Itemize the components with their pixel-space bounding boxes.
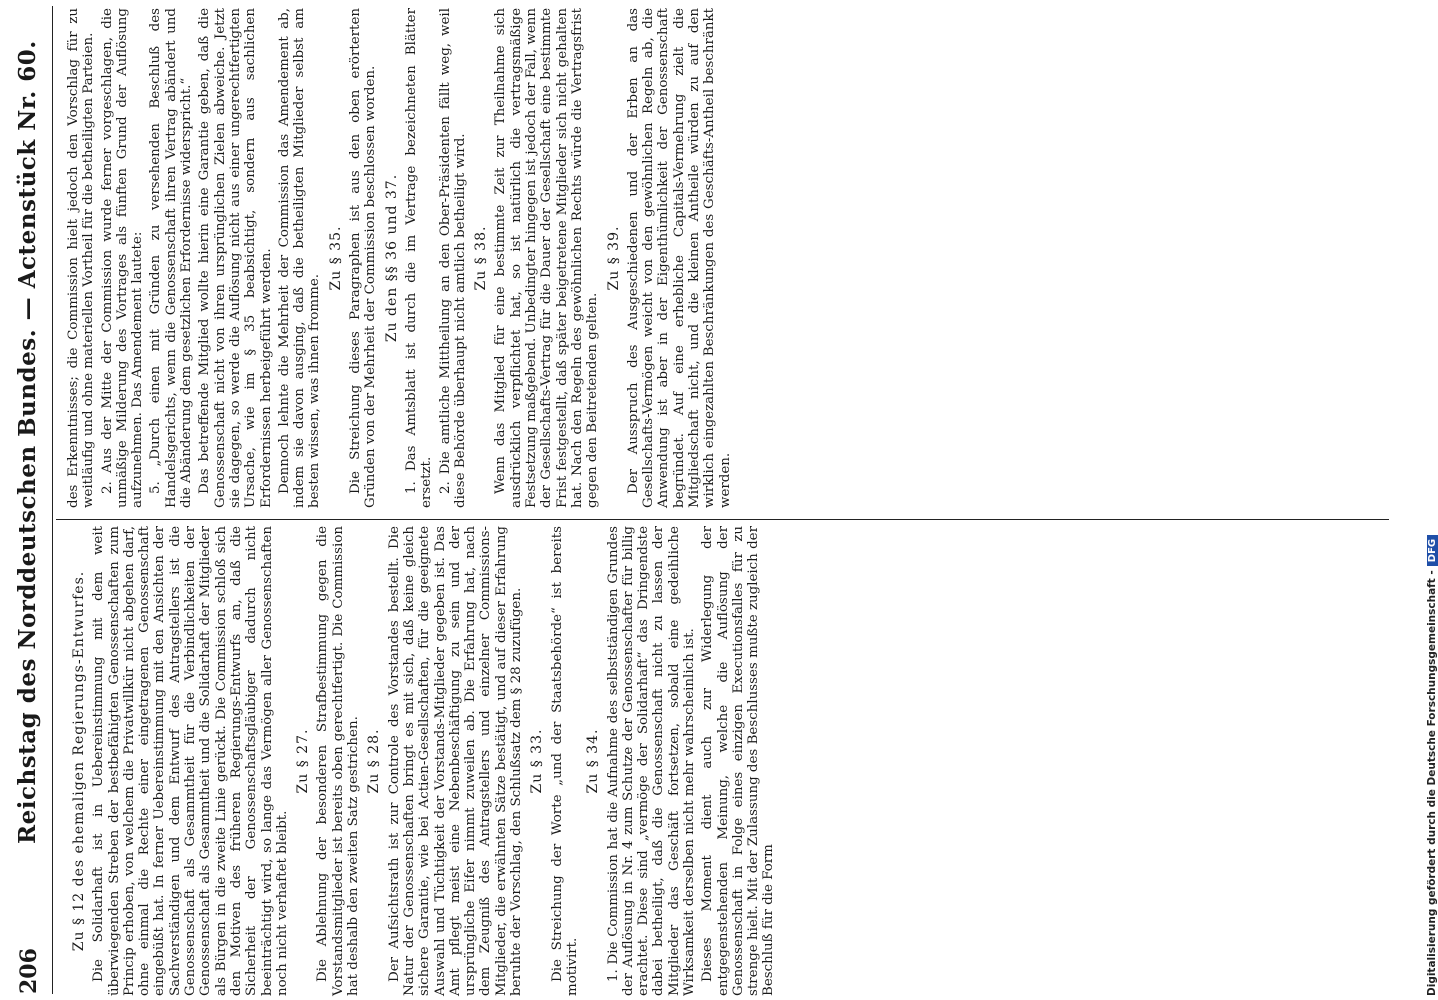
section-heading: Zu § 33. [529, 728, 546, 794]
paragraph: Die Ablehnung der besonderen Strafbestimmung gegen die Vorstandsmitglieder ist bereits oben gerechtfertigt. Die Commission hat deshalb den zweiten Satz gestrichen. [315, 526, 362, 996]
paragraph: Das betreffende Mitglied wollte hierin eine Garantie geben, daß die Genossenschaft nicht von ihren ursprünglichen Zielen abweiche. Jetzt sie dagegen, so werde die Auflösung nicht aus einer ungerechtfertigten Ursache, wie im § 35 beabsichtigt, sondern aus sachlichen Erfordernissen herbeigeführt werden. [197, 8, 274, 508]
digitization-credit [1412, 4, 1438, 1000]
page-number: 206 [16, 948, 42, 994]
section-heading: Zu § 12 des ehemaligen Regierungs-Entwurfes. [71, 570, 87, 952]
paragraph: Der Ausspruch des Ausgeschiedenen und der Erben an das Gesellschafts-Vermögen weicht von den gewöhnlichen Regeln ab, die Anwendung ist aber in der Eigenthümlichkeit der Genossenschaft begründet. Auf eine erhebliche Capitals-Vermehrung zielt die Mitgliedschaft nicht, und die kleinen Antheile würden zu auf den wirklich eingezahlten Beschränkungen des Geschäfts-Antheil beschränkt werden. [625, 8, 733, 508]
dfg-logo: DFG [1427, 535, 1438, 566]
page-header [12, 6, 53, 994]
paragraph: Die Streichung dieses Paragraphen ist aus den oben erörterten Gründen von der Mehrheit der Commission beschlossen worden. [348, 8, 379, 508]
paragraph: Die Streichung der Worte „und der Staatsbehörde“ ist bereits motivirt. [549, 526, 580, 996]
column-divider [56, 519, 1389, 520]
section-heading: Zu den §§ 36 und 37. [383, 173, 400, 343]
paragraph: 2. Aus der Mitte der Commission wurde ferner vorgeschlagen, die unmäßige Milderung des Vortrages als fünften Grund der Auflösung aufzunehmen. Das Amendement lautete: [99, 8, 146, 508]
paragraph: Wenn das Mitglied für eine bestimmte Zeit zur Theilnahme sich ausdrücklich verpflichtet hat, so ist natürlich die vertragsmäßige Festsetzung maßgebend. Unbedingter hingegen ist jedoch der Fall, wenn der Gesellschafts-Vertrag für die Dauer der Gesellschaft eine bestimmte Frist festgestellt, daß später beigetretene Mitglieder sich nicht gehalten hat. Nach den Regeln des gewöhnlichen Rechts würde die Vertragsfrist gegen den Beitretenden gelten. [493, 8, 601, 508]
paragraph: des Erkenntnisses; die Commission hielt jedoch den Vorschlag für zu weitläufig und ohne materiellen Vortheil für die betheiligten Parteien. [66, 8, 97, 508]
section-heading: Zu § 35. [327, 225, 344, 291]
paragraph: Dennoch lehnte die Mehrheit der Commission das Amendement ab, indem sie davon ausging, daß die betheiligten Mitglieder selbst am besten wissen, was ihnen fromme. [276, 8, 323, 508]
right-column [66, 8, 736, 508]
section-heading: Zu § 38. [473, 225, 490, 291]
section-heading: Zu § 39. [605, 225, 622, 291]
section-heading: Zu § 28. [366, 728, 383, 794]
running-title: Reichstag des Norddeutschen Bundes. — Actenstück Nr. 60. [14, 40, 41, 844]
list-item: 1. Das Amtsblatt ist durch die im Vertrage bezeichneten Blätter ersetzt. [403, 8, 435, 508]
quoted-amendment: 5. „Durch einen mit Gründen zu versehenden Beschluß des Handelsgerichts, wenn die Genossenschaft ihren Vertrag abändert und die Abänderung dem gesetzlichen Erfordernisse widerspricht.“ [148, 8, 195, 508]
digitization-note: Digitalisierung gefördert durch die Deutsche Forschungsgemeinschaft - [1426, 570, 1438, 996]
section-heading: Zu § 27. [295, 728, 312, 794]
paragraph: Dieses Moment dient auch zur Widerlegung der entgegenstehenden Meinung, welche die Auflösung der Genossenschaft in Folge eines einzigen Executionsfalles für zu strenge hielt. Mit der Zulassung des Beschlusses mußte zugleich der Beschluß für die Form [700, 526, 777, 996]
left-column [66, 526, 780, 996]
list-item: 2. Die amtliche Mittheilung an den Ober-Präsidenten fällt weg, weil diese Behörde überhaupt nicht amtlich betheiligt wird. [437, 8, 468, 508]
section-heading: Zu § 34. [585, 728, 602, 794]
paragraph: Die Solidarhaft ist in Uebereinstimmung mit dem weit überwiegenden Streben der bestbefähigten Genossenschaften zum Princip erhoben, von welchem die Privatwillkür nicht abgehen darf, ohne einmal die Rechte einer eingetragenen Genossenschaft eingebüßt hat. In ferner Uebereinstimmung mit den Ansichten der Sachverständigen und dem Entwurf des Antragstellers ist die Genossenschaft als Gesammtheit für die Verbindlichkeiten der Genossenschaft als Gesammtheit und die Solidarhaft der Mitglieder als Bürgen in die zweite Linie gerückt. Die Commission schloß sich den Motiven des früheren Regierungs-Entwurfs an, daß die Sicherheit der Genossenschaftsgläubiger dadurch nicht beeinträchtigt wird, so lange das Vermögen aller Genossenschaften noch nicht verhaftet bleibt. [91, 526, 290, 996]
paragraph: Der Aufsichtsrath ist zur Controle des Vorstandes bestellt. Die Natur der Genossenschaften bringt es mit sich, daß keine gleich sichere Garantie, wie bei Actien-Gesellschaften, für die geeignete Auswahl und Tüchtigkeit der Vorstands-Mitglieder gegeben ist. Das Amt pflegt meist eine Nebenbeschäftigung zu sein und der ursprüngliche Eifer nimmt zuweilen ab. Die Erfahrung hat, nach dem Zeugniß des Antragstellers und einzelner Commissions-Mitglieder, die erwähnten Sätze bestätigt, und auf dieser Erfahrung beruhte der Vorschlag, den Schlußsatz dem § 28 zuzufügen. [386, 526, 525, 996]
paragraph: 1. Die Commission hat die Aufnahme des selbstständigen Grundes der Auflösung in Nr. 4 zum Schutze der Genossenschafter für billig erachtet. Diese sind „vermöge der Solidarhaft“ das Dringendste dabei betheiligt, daß die Genossenschaft nicht zu lassen der Mitglieder das Geschäft fortsetzen, sobald eine gedeihliche Wirksamkeit derselben nicht mehr wahrscheinlich ist. [605, 526, 697, 996]
